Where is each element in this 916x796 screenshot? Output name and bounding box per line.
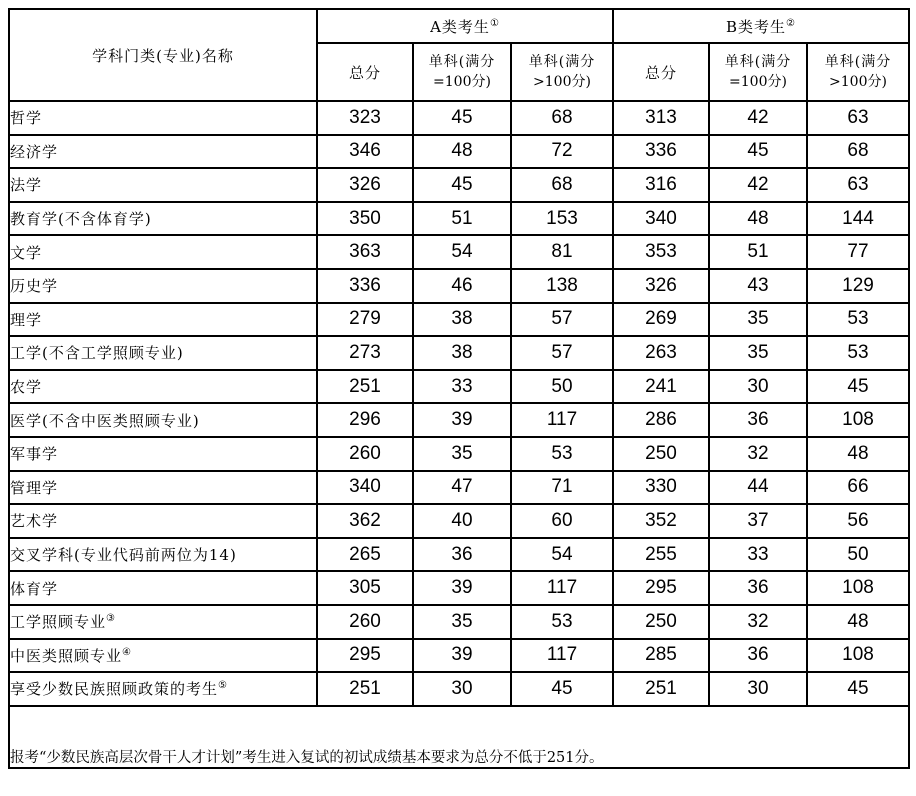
table-row: [9, 538, 909, 572]
score-cell-b-total: 295: [613, 571, 709, 605]
score-cell-a-sgt: 50: [511, 370, 613, 404]
score-cell-b-s100: 32: [709, 605, 807, 639]
score-cell-b-s100: 36: [709, 639, 807, 673]
score-cell-a-total: 251: [317, 672, 413, 706]
subject-column-label: 学科门类(专业)名称: [92, 46, 234, 65]
score-cell-b-s100: 33: [709, 538, 807, 572]
score-cell-b-sgt: 108: [807, 403, 909, 437]
subject-name-cell: [9, 471, 317, 505]
subject-column-header: [9, 9, 317, 101]
subject-name-cell: [9, 101, 317, 135]
score-cell-a-total: 251: [317, 370, 413, 404]
score-cell-a-sgt: 68: [511, 101, 613, 135]
footer-note: [9, 706, 909, 768]
subject-name-cell: [9, 202, 317, 236]
score-cell-a-sgt: 153: [511, 202, 613, 236]
score-cell-a-s100: 45: [413, 101, 511, 135]
group-b-label: B类考生: [726, 17, 787, 36]
subject-name-cell: [9, 269, 317, 303]
score-cell-b-total: 326: [613, 269, 709, 303]
score-table-container: [8, 8, 908, 769]
score-cell-a-sgt: 117: [511, 639, 613, 673]
score-cell-b-s100: 42: [709, 101, 807, 135]
subject-name-cell: [9, 235, 317, 269]
subject-name-cell: [9, 437, 317, 471]
subject-name: 军事学: [10, 445, 59, 464]
b-single-100-label-line2: =100分): [729, 74, 787, 90]
table-row: [9, 202, 909, 236]
score-cell-a-sgt: 117: [511, 403, 613, 437]
footnote-mark: ④: [122, 646, 132, 658]
a-single-100-label-line2: =100分): [433, 74, 491, 90]
subject-name: 哲学: [10, 109, 43, 128]
score-cell-a-total: 350: [317, 202, 413, 236]
table-row: [9, 269, 909, 303]
score-cell-a-s100: 39: [413, 639, 511, 673]
score-cell-a-total: 346: [317, 135, 413, 169]
subject-name-cell: [9, 336, 317, 370]
score-cell-a-total: 336: [317, 269, 413, 303]
subject-name-cell: [9, 605, 317, 639]
table-row: [9, 135, 909, 169]
score-cell-b-s100: 44: [709, 471, 807, 505]
score-cell-b-s100: 30: [709, 370, 807, 404]
subject-name: 理学: [10, 310, 43, 329]
score-cell-b-total: 313: [613, 101, 709, 135]
b-single-100-label-line1: 单科(满分: [724, 54, 792, 70]
subject-name-cell: [9, 403, 317, 437]
score-cell-b-sgt: 48: [807, 437, 909, 471]
score-cell-b-total: 255: [613, 538, 709, 572]
score-cell-a-sgt: 53: [511, 605, 613, 639]
table-row: [9, 101, 909, 135]
score-cell-a-sgt: 81: [511, 235, 613, 269]
score-cell-b-total: 340: [613, 202, 709, 236]
score-cell-b-s100: 35: [709, 336, 807, 370]
score-cell-b-sgt: 63: [807, 101, 909, 135]
a-total-header: [317, 43, 413, 101]
score-cell-b-sgt: 53: [807, 303, 909, 337]
b-total-label: 总分: [644, 63, 677, 82]
score-cell-a-s100: 38: [413, 303, 511, 337]
score-cell-a-total: 273: [317, 336, 413, 370]
table-row: [9, 370, 909, 404]
b-single-100-header: [709, 43, 807, 101]
score-cell-b-sgt: 108: [807, 639, 909, 673]
subject-name-cell: [9, 303, 317, 337]
table-row: [9, 672, 909, 706]
subject-name: 历史学: [10, 277, 59, 296]
subject-name: 工学(不含工学照顾专业): [10, 344, 184, 363]
score-cell-b-total: 336: [613, 135, 709, 169]
score-cell-a-s100: 39: [413, 571, 511, 605]
a-total-label: 总分: [348, 63, 381, 82]
score-cell-b-sgt: 50: [807, 538, 909, 572]
subject-name: 享受少数民族照顾政策的考生: [10, 680, 219, 699]
score-cell-a-sgt: 71: [511, 471, 613, 505]
score-cell-a-total: 340: [317, 471, 413, 505]
score-cell-b-s100: 42: [709, 168, 807, 202]
group-b-header: [613, 9, 909, 43]
subject-name: 医学(不含中医类照顾专业): [10, 411, 200, 430]
table-body: [9, 101, 909, 706]
score-cell-b-total: 316: [613, 168, 709, 202]
score-cell-a-total: 279: [317, 303, 413, 337]
footnote-mark: ⑤: [218, 680, 228, 692]
score-cell-a-total: 305: [317, 571, 413, 605]
table-row: [9, 235, 909, 269]
group-a-header: [317, 9, 613, 43]
score-cell-a-sgt: 45: [511, 672, 613, 706]
subject-name-cell: [9, 168, 317, 202]
score-cell-a-total: 362: [317, 504, 413, 538]
score-cell-b-total: 251: [613, 672, 709, 706]
score-cell-a-sgt: 68: [511, 168, 613, 202]
score-cell-b-s100: 45: [709, 135, 807, 169]
subject-name: 中医类照顾专业: [10, 646, 123, 665]
score-cell-b-s100: 43: [709, 269, 807, 303]
score-cell-b-total: 286: [613, 403, 709, 437]
score-cell-a-total: 260: [317, 437, 413, 471]
score-cell-a-s100: 48: [413, 135, 511, 169]
footer-note-text: 报考“少数民族高层次骨干人才计划”考生进入复试的初试成绩基本要求为总分不低于251分。: [10, 749, 604, 766]
subject-name: 法学: [10, 176, 43, 195]
score-cell-b-s100: 51: [709, 235, 807, 269]
subject-name-cell: [9, 538, 317, 572]
score-cell-a-s100: 35: [413, 437, 511, 471]
b-single-gt100-label-line2: >100分): [829, 74, 887, 90]
score-cell-a-s100: 51: [413, 202, 511, 236]
table-row: [9, 504, 909, 538]
score-cell-a-s100: 30: [413, 672, 511, 706]
b-single-gt100-header: [807, 43, 909, 101]
score-cell-b-s100: 36: [709, 571, 807, 605]
score-cell-b-sgt: 56: [807, 504, 909, 538]
score-cell-a-sgt: 54: [511, 538, 613, 572]
score-cell-b-sgt: 108: [807, 571, 909, 605]
subject-name: 文学: [10, 243, 43, 262]
table-row: [9, 437, 909, 471]
table-row: [9, 639, 909, 673]
a-single-gt100-label-line1: 单科(满分: [528, 54, 596, 70]
subject-name: 农学: [10, 378, 43, 397]
subject-name: 交叉学科(专业代码前两位为14): [10, 546, 237, 565]
score-cell-b-total: 263: [613, 336, 709, 370]
table-row: [9, 605, 909, 639]
score-cell-b-sgt: 129: [807, 269, 909, 303]
score-cell-a-s100: 46: [413, 269, 511, 303]
score-cell-b-total: 250: [613, 605, 709, 639]
score-cell-a-s100: 54: [413, 235, 511, 269]
score-cell-a-s100: 39: [413, 403, 511, 437]
score-cell-b-s100: 48: [709, 202, 807, 236]
score-cell-b-total: 353: [613, 235, 709, 269]
b-single-gt100-label-line1: 单科(满分: [824, 54, 892, 70]
score-cell-b-sgt: 48: [807, 605, 909, 639]
score-cell-b-total: 352: [613, 504, 709, 538]
score-cell-a-total: 295: [317, 639, 413, 673]
subject-name: 经济学: [10, 142, 59, 161]
score-cell-b-total: 330: [613, 471, 709, 505]
score-cell-a-s100: 47: [413, 471, 511, 505]
footnote-mark: ③: [106, 613, 116, 625]
score-cell-a-sgt: 72: [511, 135, 613, 169]
table-row: [9, 471, 909, 505]
subject-name: 管理学: [10, 478, 59, 497]
score-cell-b-total: 285: [613, 639, 709, 673]
score-cell-a-total: 260: [317, 605, 413, 639]
subject-name: 艺术学: [10, 512, 59, 531]
score-cell-a-sgt: 117: [511, 571, 613, 605]
score-cell-a-total: 265: [317, 538, 413, 572]
score-cell-b-sgt: 45: [807, 370, 909, 404]
score-cell-a-sgt: 53: [511, 437, 613, 471]
score-cell-a-total: 323: [317, 101, 413, 135]
score-cell-b-s100: 37: [709, 504, 807, 538]
score-cell-b-sgt: 77: [807, 235, 909, 269]
score-cell-b-s100: 30: [709, 672, 807, 706]
score-cell-b-total: 241: [613, 370, 709, 404]
subject-name: 教育学(不含体育学): [10, 210, 152, 229]
table-row: [9, 336, 909, 370]
group-a-footnote-mark: ①: [489, 17, 500, 29]
score-cell-b-total: 269: [613, 303, 709, 337]
score-cell-b-sgt: 53: [807, 336, 909, 370]
subject-name-cell: [9, 571, 317, 605]
score-cell-a-total: 363: [317, 235, 413, 269]
subject-name-cell: [9, 504, 317, 538]
subject-name-cell: [9, 672, 317, 706]
a-single-gt100-label-line2: >100分): [533, 74, 591, 90]
table-row: [9, 168, 909, 202]
score-cell-a-s100: 38: [413, 336, 511, 370]
score-cell-b-total: 250: [613, 437, 709, 471]
a-single-gt100-header: [511, 43, 613, 101]
score-cell-b-sgt: 68: [807, 135, 909, 169]
score-cell-a-s100: 35: [413, 605, 511, 639]
score-cell-b-sgt: 66: [807, 471, 909, 505]
score-cell-a-sgt: 57: [511, 336, 613, 370]
b-total-header: [613, 43, 709, 101]
score-cell-b-s100: 36: [709, 403, 807, 437]
score-cell-a-sgt: 60: [511, 504, 613, 538]
score-cell-b-s100: 32: [709, 437, 807, 471]
score-cell-a-sgt: 138: [511, 269, 613, 303]
score-cell-a-s100: 40: [413, 504, 511, 538]
table-row: [9, 403, 909, 437]
group-a-label: A类考生: [430, 17, 490, 36]
score-cell-a-sgt: 57: [511, 303, 613, 337]
group-b-footnote-mark: ②: [786, 17, 796, 29]
score-cell-a-total: 326: [317, 168, 413, 202]
score-cell-b-sgt: 144: [807, 202, 909, 236]
table-row: [9, 571, 909, 605]
subject-name-cell: [9, 639, 317, 673]
subject-name: 工学照顾专业: [10, 613, 107, 632]
score-cell-a-s100: 36: [413, 538, 511, 572]
score-cell-b-s100: 35: [709, 303, 807, 337]
score-requirements-table: [8, 8, 910, 769]
subject-name: 体育学: [10, 579, 59, 598]
score-cell-a-s100: 45: [413, 168, 511, 202]
table-row: [9, 303, 909, 337]
score-cell-a-total: 296: [317, 403, 413, 437]
subject-name-cell: [9, 135, 317, 169]
a-single-100-label-line1: 单科(满分: [428, 54, 496, 70]
score-cell-b-sgt: 63: [807, 168, 909, 202]
score-cell-b-sgt: 45: [807, 672, 909, 706]
score-cell-a-s100: 33: [413, 370, 511, 404]
subject-name-cell: [9, 370, 317, 404]
a-single-100-header: [413, 43, 511, 101]
